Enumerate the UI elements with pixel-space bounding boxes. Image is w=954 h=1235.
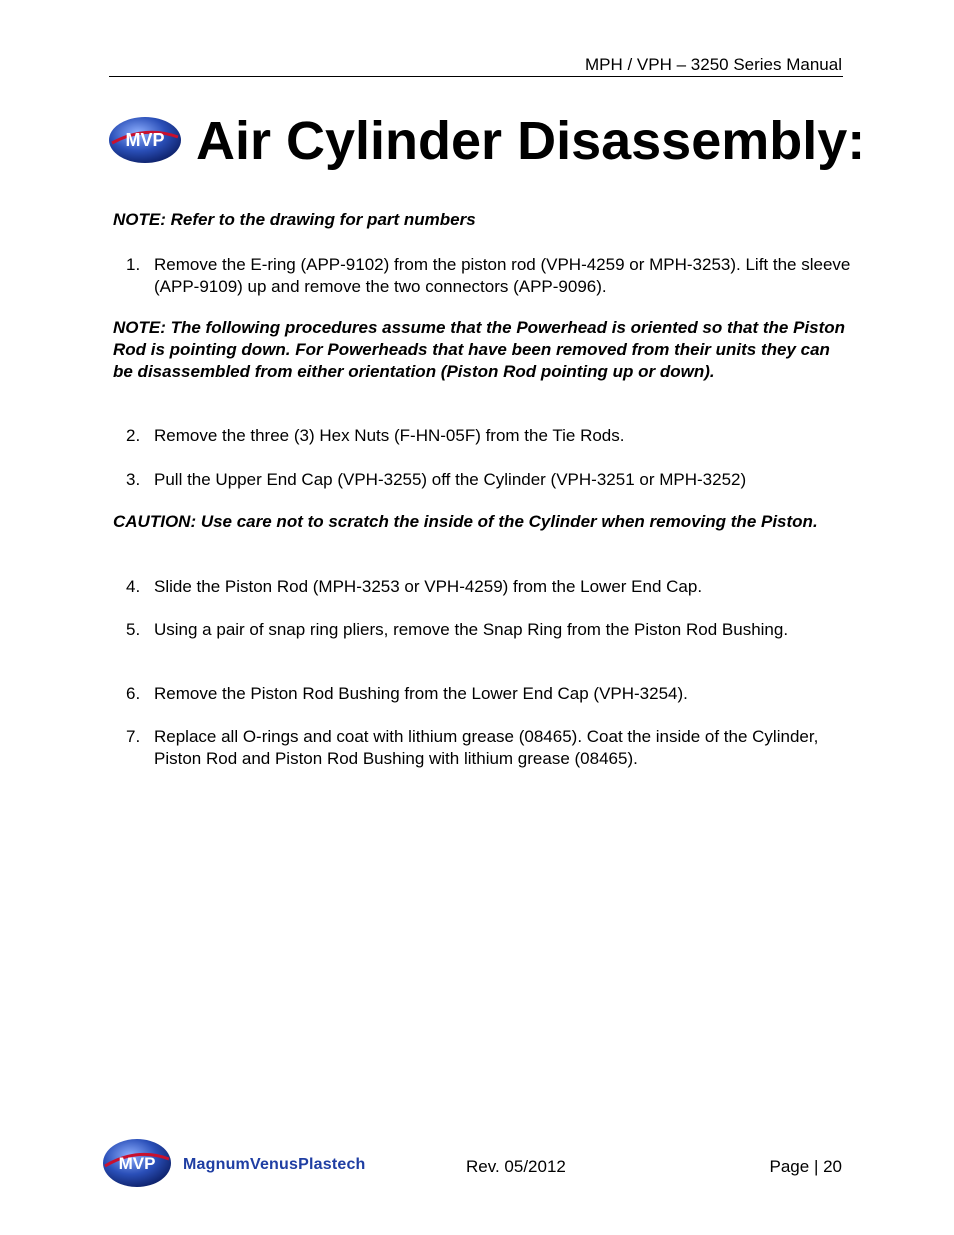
step-number: 3.: [126, 470, 141, 489]
mvp-logo-icon: [106, 113, 184, 165]
step-text: Remove the three (3) Hex Nuts (F-HN-05F) from the Tie Rods.: [154, 426, 625, 445]
step-text: Using a pair of snap ring pliers, remove the Snap Ring from the Piston Rod Bushing.: [154, 620, 789, 639]
note-orientation: NOTE: The following procedures assume that the Powerhead is oriented so that the Piston Rod is pointing down. For Powerheads that have been removed from their units they can be disassembled from either orientation (Piston Rod pointing up or down).: [113, 318, 846, 381]
caution-note: CAUTION: Use care not to scratch the inside of the Cylinder when removing the Piston.: [113, 512, 818, 531]
header-divider: [109, 76, 843, 77]
step-number: 7.: [126, 727, 141, 746]
footer-mvp-logo-icon: [99, 1133, 175, 1191]
mvp-logo-text: MVP: [125, 130, 165, 150]
step-number: 2.: [126, 426, 141, 445]
step-number: 6.: [126, 684, 141, 703]
manual-title: MPH / VPH – 3250 Series Manual: [584, 55, 842, 74]
step-number: 1.: [126, 255, 141, 274]
page-title: Air Cylinder Disassembly:: [196, 111, 866, 171]
step-number: 4.: [126, 577, 141, 596]
note-part-numbers: NOTE: Refer to the drawing for part numbers: [113, 210, 476, 229]
footer-brand-name: MagnumVenusPlastech: [183, 1156, 366, 1173]
step-text: Pull the Upper End Cap (VPH-3255) off the Cylinder (VPH-3251 or MPH-3252): [154, 470, 747, 489]
footer-revision: Rev. 05/2012: [466, 1157, 566, 1176]
footer-mvp-logo-text: MVP: [118, 1154, 156, 1173]
step-text: Replace all O-rings and coat with lithium grease (08465). Coat the inside of the Cylinder, Piston Rod and Piston Rod Bushing with lithium grease (08465).: [154, 727, 819, 768]
step-text: Remove the E-ring (APP-9102) from the piston rod (VPH-4259 or MPH-3253). Lift the sleeve (APP-9109) up and remove the two connectors (APP-9096).: [154, 255, 851, 296]
step-number: 5.: [126, 620, 141, 639]
footer-page-number: Page | 20: [769, 1157, 842, 1176]
step-text: Slide the Piston Rod (MPH-3253 or VPH-4259) from the Lower End Cap.: [154, 577, 703, 596]
step-text: Remove the Piston Rod Bushing from the Lower End Cap (VPH-3254).: [154, 684, 688, 703]
